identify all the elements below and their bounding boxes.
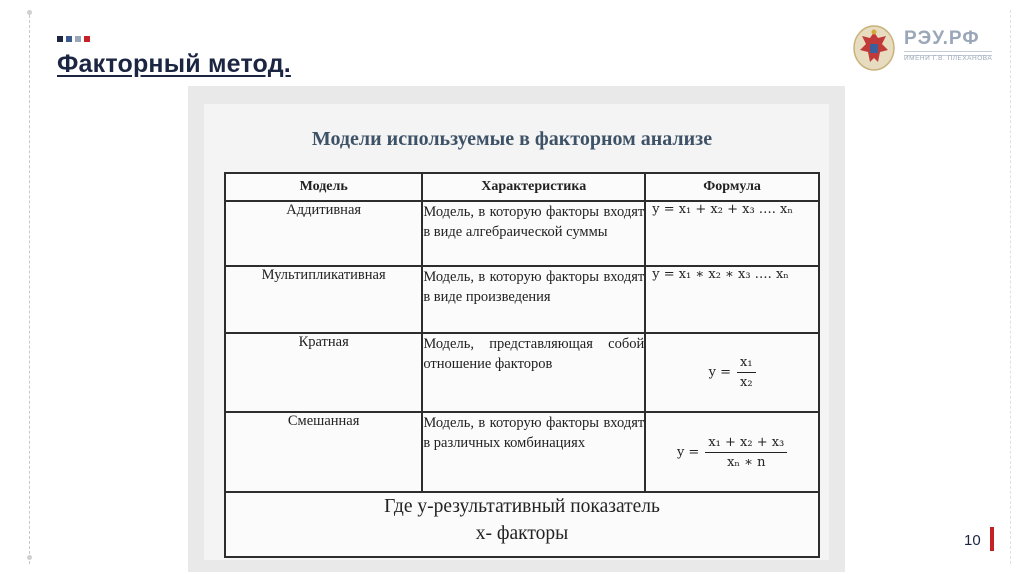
footer-line-result: Где у-результативный показатель <box>384 496 660 518</box>
formula-denominator: x₂ <box>740 375 753 391</box>
header-formula: Формула <box>645 173 819 201</box>
formula-lhs: y = <box>676 444 700 460</box>
header-model: Модель <box>225 173 422 201</box>
table-row <box>225 266 819 334</box>
formula-additive: y = x₁ + x₂ + x₃ …. xₙ <box>652 202 794 218</box>
figure-heading: Модели используемые в факторном анализе <box>311 128 713 150</box>
model-description: Модель, представляющая собой отношение факторов <box>422 333 645 412</box>
factor-models-table <box>224 172 820 558</box>
formula-numerator: x₁ <box>737 355 756 373</box>
formula-numerator: x₁ + x₂ + x₃ <box>705 435 787 453</box>
formula-ratio <box>709 355 756 390</box>
left-guide-dot-bottom <box>27 555 32 560</box>
footer-line-factors: х- факторы <box>475 523 569 545</box>
table-header-row <box>225 173 819 201</box>
logo-text: РЭУ.РФ <box>904 28 980 49</box>
table-footer <box>225 492 819 557</box>
model-name: Мультипликативная <box>225 266 422 334</box>
model-description: Модель, в которую факторы входят в различных комбинациях <box>422 412 645 493</box>
model-formula <box>645 266 819 334</box>
model-name: Кратная <box>225 333 422 412</box>
page-number: 10 <box>964 532 981 549</box>
model-description: Модель, в которую факторы входят в виде алгебраической суммы <box>422 201 645 266</box>
page-number-accent-bar <box>990 527 994 551</box>
logo-subtitle: ИМЕНИ Г.В. ПЛЕХАНОВА <box>904 55 993 62</box>
formula-lhs: y = <box>708 365 732 381</box>
left-guide-dot-top <box>27 10 32 15</box>
model-name: Смешанная <box>225 412 422 493</box>
formula-multiplicative: y = x₁ ∗ x₂ ∗ x₃ …. xₙ <box>652 266 789 282</box>
model-formula <box>645 333 819 412</box>
model-formula <box>645 201 819 266</box>
double-headed-eagle-emblem-icon <box>852 24 896 72</box>
university-logo <box>852 22 1002 77</box>
table-footer-row <box>225 492 819 557</box>
formula-denominator: xₙ ∗ n <box>727 454 766 470</box>
header-characteristic: Характеристика <box>422 173 645 201</box>
model-formula <box>645 412 819 493</box>
table-row <box>225 333 819 412</box>
left-guide-line <box>29 10 30 564</box>
model-name: Аддитивная <box>225 201 422 266</box>
model-description: Модель, в которую факторы входят в виде произведения <box>422 266 645 334</box>
title-accent-squares <box>57 36 90 42</box>
slide-title: Факторный метод. <box>57 50 291 78</box>
table-row <box>225 412 819 493</box>
right-guide-line <box>1010 10 1011 564</box>
table-row <box>225 201 819 266</box>
formula-mixed <box>677 435 787 470</box>
